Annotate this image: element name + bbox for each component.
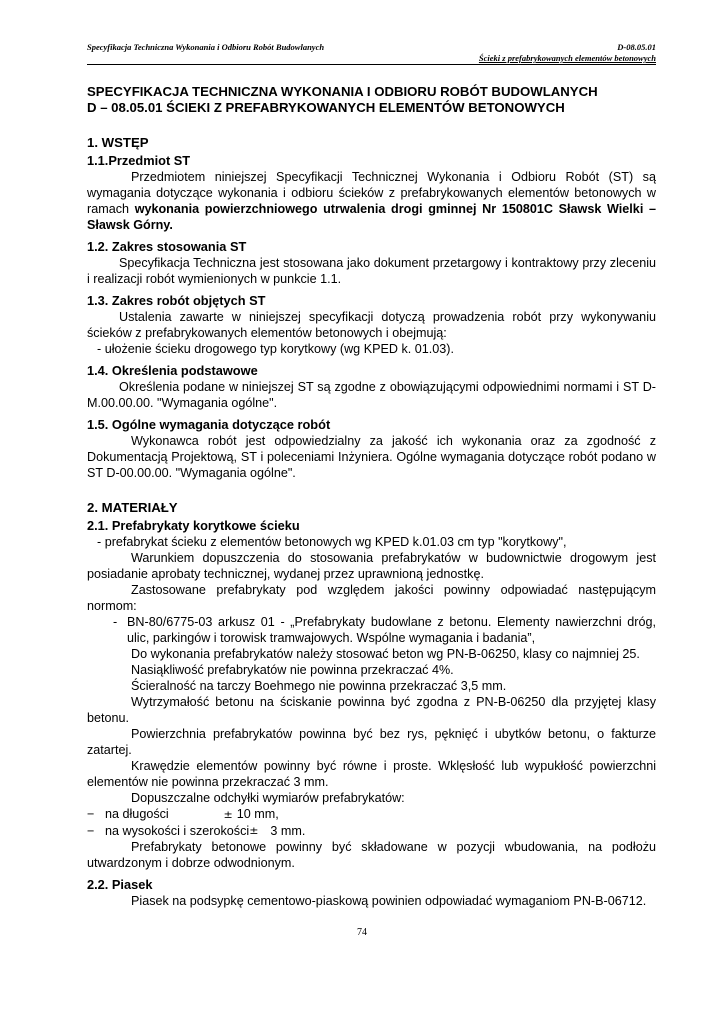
deviation-mark: −: [87, 807, 95, 821]
subsection-heading-1-1: 1.1.Przedmiot ST: [87, 153, 191, 168]
document-body: [87, 84, 656, 909]
section-heading-2: 2. MATERIAŁY: [87, 500, 178, 515]
deviation-mark: −: [87, 824, 95, 838]
paragraph-1-1-bold: wykonania powierzchniowego utrwalenia drogi gminnej Nr 150801C Sławsk Wielki – Sławsk Górny.: [87, 202, 656, 232]
page-number: 74: [357, 927, 367, 938]
paragraph-1-1-text: Przedmiotem niniejszej Specyfikacji Technicznej Wykonania i Odbioru Robót (ST) są wymagania dotyczące wykonania i odbioru ścieków z prefabrykowanych elementów betonowych w ramach: [87, 170, 656, 216]
deviation-height-label: na wysokości i szerokości: [105, 824, 250, 838]
header-subtitle: Ścieki z prefabrykowanych elementów betonowych: [478, 53, 656, 63]
deviation-length-label: na długości: [105, 807, 169, 821]
plus-minus-symbol: ±: [249, 824, 259, 837]
plus-minus-symbol: ±: [223, 808, 233, 821]
paragraph-1-1: [87, 169, 656, 233]
header-code: D-08.05.01: [617, 42, 656, 52]
doc-title-line2: D – 08.05.01 ŚCIEKI Z PREFABRYKOWANYCH ELEMENTÓW BETONOWYCH: [87, 100, 565, 115]
norm-list-text: BN-80/6775-03 arkusz 01 - „Prefabrykaty budowlane z betonu. Elementy nawierzchni dróg, ulic, parkingów i torowisk tramwajowych. Wspólne wymagania i badania”,: [127, 615, 656, 645]
paragraph-2-1-g: Powierzchnia prefabrykatów powinna być bez rys, pęknięć i ubytków betonu, o fakturze zatartej.: [87, 727, 656, 757]
subsection-heading-2-1: 2.1. Prefabrykaty korytkowe ścieku: [87, 518, 300, 533]
deviation-height-value: 3 mm.: [270, 824, 306, 838]
paragraph-1-2: Specyfikacja Techniczna jest stosowana jako dokument przetargowy i kontraktowy przy zleceniu i realizacji robót wymienionych w punkcie 1.1.: [87, 256, 656, 286]
paragraph-2-1-d: Nasiąkliwość prefabrykatów nie powinna przekraczać 4%.: [131, 663, 454, 677]
paragraph-1-3: Ustalenia zawarte w niniejszej specyfikacji dotyczą prowadzenia robót przy wykonywaniu ścieków z prefabrykowanych elementów betonowych i obejmują:: [87, 310, 656, 340]
paragraph-2-1-c: Do wykonania prefabrykatów należy stosować beton wg PN-B-06250, klasy co najmniej 25.: [131, 647, 640, 661]
running-header: [87, 42, 656, 64]
norm-list-mark: -: [113, 615, 118, 629]
header-divider: [87, 64, 656, 65]
deviation-item-height: [87, 823, 656, 839]
list-item-1-3: - ułożenie ścieku drogowego typ korytkowy (wg KPED k. 01.03).: [97, 342, 454, 356]
paragraph-2-1-b: Zastosowane prefabrykaty pod względem jakości powinny odpowiadać następującym normom:: [87, 583, 656, 613]
deviation-item-length: [87, 806, 656, 823]
paragraph-1-5: Wykonawca robót jest odpowiedzialny za jakość ich wykonania oraz za zgodność z Dokumentacją Projektową, ST i poleceniami Inżyniera. Ogólne wymagania dotyczące robót podano w ST D-00.00.00. "Wymagania ogólne".: [87, 434, 656, 480]
paragraph-2-1-f: Wytrzymałość betonu na ściskanie powinna być zgodna z PN-B-06250 dla przyjętej klasy betonu.: [87, 695, 656, 725]
paragraph-2-1-j: Prefabrykaty betonowe powinny być składowane w pozycji wbudowania, na podłożu utwardzonym i dobrze odwodnionym.: [87, 840, 656, 870]
subsection-heading-1-5: 1.5. Ogólne wymagania dotyczące robót: [87, 417, 331, 432]
header-left: Specyfikacja Techniczna Wykonania i Odbioru Robót Budowlanych: [87, 42, 325, 52]
deviation-length-pm: [169, 806, 233, 823]
paragraph-1-4: Określenia podane w niniejszej ST są zgodne z obowiązującymi odpowiednimi normami i ST D-M.00.00.00. "Wymagania ogólne".: [87, 380, 656, 410]
norm-list-item: [87, 614, 656, 646]
subsection-heading-2-2: 2.2. Piasek: [87, 877, 153, 892]
section-heading-1: 1. WSTĘP: [87, 135, 149, 150]
paragraph-2-2: Piasek na podsypkę cementowo-piaskową powinien odpowiadać wymaganiom PN-B-06712.: [131, 894, 647, 908]
subsection-heading-1-3: 1.3. Zakres robót objętych ST: [87, 293, 266, 308]
subsection-heading-1-2: 1.2. Zakres stosowania ST: [87, 239, 247, 254]
list-item-2-1: - prefabrykat ścieku z elementów betonowych wg KPED k.01.03 cm typ "korytkowy",: [97, 535, 567, 549]
paragraph-2-1-e: Ścieralność na tarczy Boehmego nie powinna przekraczać 3,5 mm.: [131, 679, 507, 693]
paragraph-2-1-h: Krawędzie elementów powinny być równe i proste. Wklęsłość lub wypukłość powierzchni elementów nie powinna przekraczać 3 mm.: [87, 759, 656, 789]
subsection-heading-1-4: 1.4. Określenia podstawowe: [87, 363, 258, 378]
doc-title-line1: SPECYFIKACJA TECHNICZNA WYKONANIA I ODBIORU ROBÓT BUDOWLANYCH: [87, 84, 598, 99]
paragraph-2-1-i: Dopuszczalne odchyłki wymiarów prefabrykatów:: [131, 791, 405, 805]
paragraph-2-1-a: Warunkiem dopuszczenia do stosowania prefabrykatów w budownictwie drogowym jest posiadanie aprobaty technicznej, wydanej przez uprawnioną jednostkę.: [87, 551, 656, 581]
deviation-length-value: 10 mm,: [236, 807, 279, 821]
